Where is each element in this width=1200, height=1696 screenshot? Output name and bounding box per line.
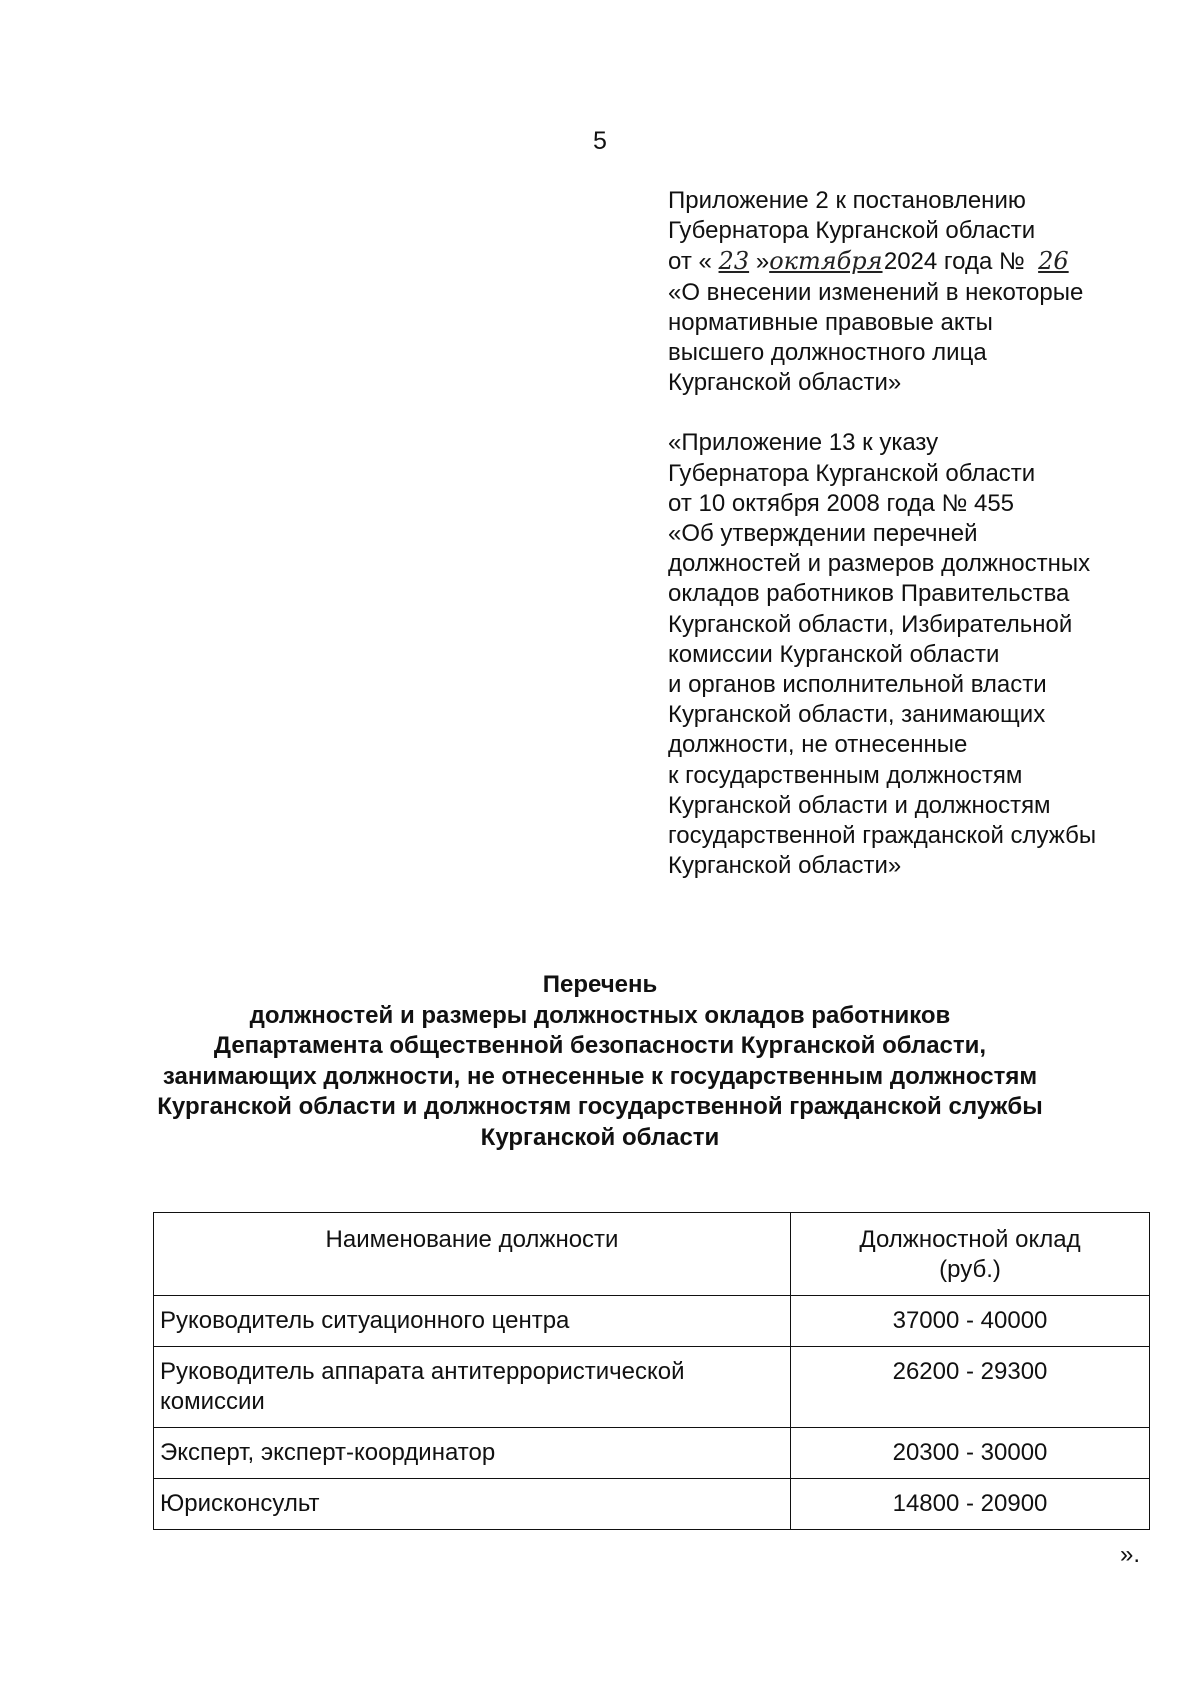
reference-block <box>668 428 1168 881</box>
reference-line: Курганской области, занимающих <box>668 701 1046 729</box>
table-row <box>154 1479 1150 1530</box>
position-name: Руководитель ситуационного центра <box>154 1296 791 1347</box>
page-number: 5 <box>593 127 607 155</box>
reference-line: государственной гражданской службы <box>668 822 1097 850</box>
reference-line: должностей и размеров должностных <box>668 550 1091 578</box>
reference-line: от 10 октября 2008 года № 455 <box>668 489 1015 517</box>
header-salary-line2: (руб.) <box>939 1256 1001 1283</box>
reference-line: к государственным должностям <box>668 761 1023 789</box>
closing-quote: ». <box>1120 1541 1141 1568</box>
table-header-row <box>154 1213 1150 1296</box>
title-line: Курганской области и должностям государственной гражданской службы <box>157 1093 1043 1121</box>
reference-line: комиссии Курганской области <box>668 640 1000 668</box>
handwritten-month: октября <box>769 247 883 276</box>
reference-line: Губернатора Курганской области <box>668 459 1036 487</box>
appendix-line-5: нормативные правовые акты <box>668 308 993 336</box>
salary-range: 20300 - 30000 <box>791 1428 1150 1479</box>
appendix-line-7: Курганской области» <box>668 369 902 397</box>
reference-line: Курганской области» <box>668 852 902 880</box>
position-name: Руководитель аппарата антитеррористической комиссии <box>154 1347 791 1428</box>
title-line: Курганской области <box>480 1123 720 1151</box>
title-line: Департамента общественной безопасности Курганской области, <box>213 1032 987 1060</box>
reference-line: окладов работников Правительства <box>668 580 1070 608</box>
appendix-line-6: высшего должностного лица <box>668 339 987 367</box>
date-suffix: 2024 года № <box>877 248 1025 276</box>
table-row <box>154 1347 1150 1428</box>
handwritten-day: 23 <box>718 247 750 276</box>
reference-line: и органов исполнительной власти <box>668 671 1047 699</box>
spacer <box>668 398 1168 428</box>
salary-range: 14800 - 20900 <box>791 1479 1150 1530</box>
salary-table <box>153 1212 1150 1530</box>
appendix-line-2: Губернатора Курганской области <box>668 217 1036 245</box>
position-name: Эксперт, эксперт-координатор <box>154 1428 791 1479</box>
title-line: Перечень <box>542 971 658 998</box>
title-line: должностей и размеры должностных окладов работников <box>249 1001 951 1029</box>
appendix-date-line <box>668 246 1168 277</box>
salary-range: 26200 - 29300 <box>791 1347 1150 1428</box>
date-prefix: от « <box>668 248 712 276</box>
table-row <box>154 1428 1150 1479</box>
salary-range: 37000 - 40000 <box>791 1296 1150 1347</box>
appendix-line-1: Приложение 2 к постановлению <box>668 187 1026 214</box>
handwritten-doc-number: 26 <box>1038 247 1069 276</box>
reference-line: Курганской области и должностям <box>668 791 1051 819</box>
reference-line: «Об утверждении перечней <box>668 520 978 548</box>
position-name: Юрисконсульт <box>154 1479 791 1530</box>
title-line: занимающих должности, не отнесенные к государственным должностям <box>162 1062 1038 1090</box>
reference-line: должности, не отнесенные <box>668 731 968 759</box>
appendix-line-4: «О внесении изменений в некоторые <box>668 278 1084 306</box>
header-salary <box>791 1213 1150 1296</box>
reference-line: Курганской области, Избирательной <box>668 610 1073 638</box>
header-salary-line1: Должностной оклад <box>859 1226 1081 1253</box>
document-title <box>0 970 1200 1154</box>
appendix-header <box>668 186 1168 881</box>
date-mid: » <box>755 248 770 276</box>
table-row <box>154 1296 1150 1347</box>
reference-line: «Приложение 13 к указу <box>668 429 939 457</box>
header-position-name: Наименование должности <box>154 1213 791 1296</box>
